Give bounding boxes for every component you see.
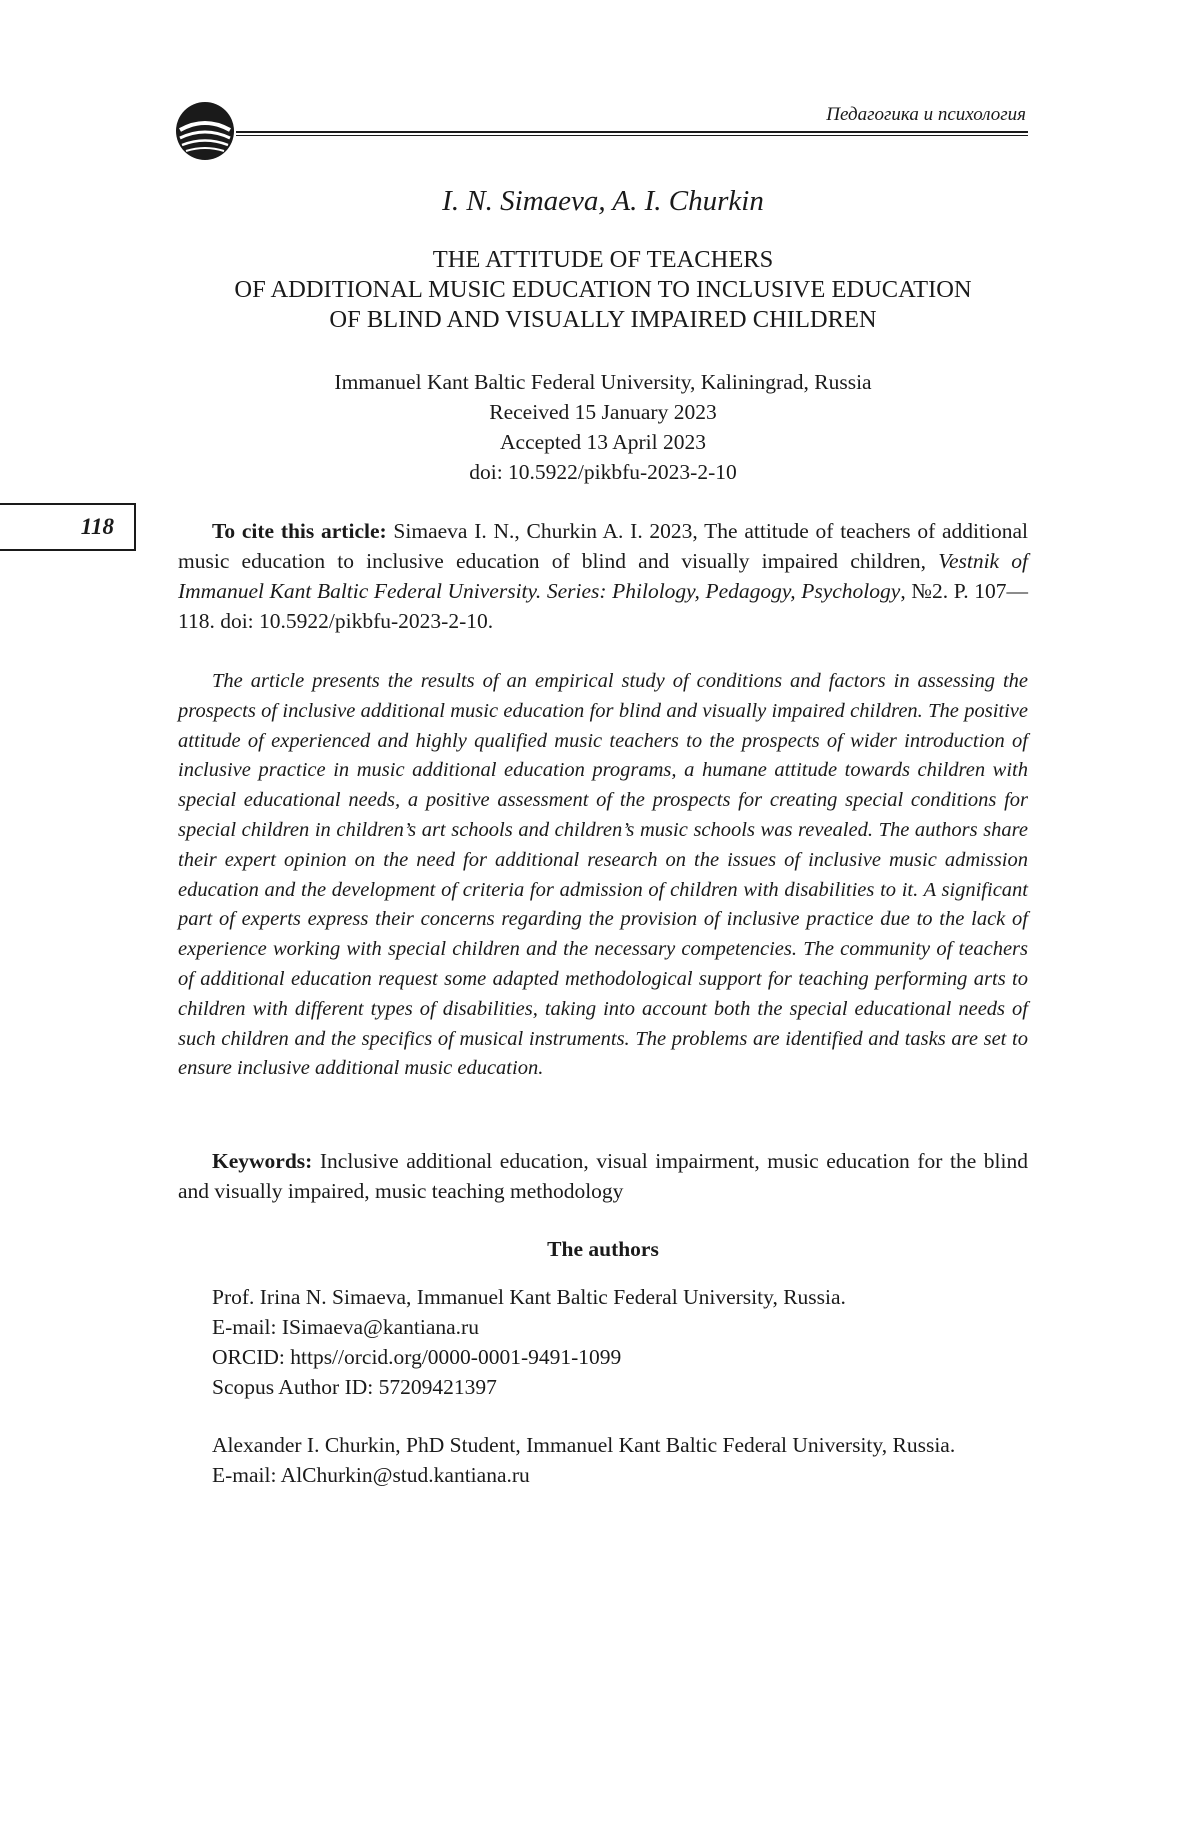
citation-journal: Vestnik of Immanuel Kant Baltic Federal University. Series: Philology, Pedagogy, Psychology <box>178 549 1028 603</box>
doi: doi: 10.5922/pikbfu-2023-2-10 <box>469 460 737 484</box>
received-date: Received 15 January 2023 <box>489 400 717 424</box>
title-line: OF ADDITIONAL MUSIC EDUCATION TO INCLUSIVE EDUCATION <box>234 276 972 303</box>
author-name: Prof. Irina N. Simaeva, Immanuel Kant Baltic Federal University, Russia. <box>212 1285 846 1309</box>
article-authors: I. N. Simaeva, A. I. Churkin <box>442 185 764 217</box>
author-scopus: Scopus Author ID: 57209421397 <box>212 1375 497 1399</box>
keywords-label: Keywords: <box>212 1149 313 1173</box>
citation <box>178 516 1028 636</box>
abstract <box>178 667 1028 1084</box>
authors-heading: The authors <box>547 1237 659 1261</box>
keywords-text: Inclusive additional education, visual impairment, music education for the blind and visually impaired, music teaching methodology <box>178 1149 1028 1203</box>
accepted-date: Accepted 13 April 2023 <box>500 430 706 454</box>
journal-logo-icon <box>174 100 236 162</box>
author-orcid: ORCID: https//orcid.org/0000-0001-9491-1099 <box>212 1345 622 1369</box>
abstract-text: The article presents the results of an empirical study of conditions and factors in assessing the prospects of inclusive additional music education for blind and visually impaired children. The positive attitude of experienced and highly qualified music teachers to the prospects of wider introduction of inclusive practice in music additional education programs, a humane attitude towards children with special educational needs, a positive assessment of the prospects for creating special conditions for special children in children’s art schools and children’s music schools was revealed. The authors share their expert opinion on the need for additional research on the issues of inclusive music admission education and the development of criteria for admission of children with disabilities to it. A significant part of experts express their concerns regarding the provision of inclusive practice due to the lack of experience working with special children and the necessary competencies. The community of teachers of additional education request some adapted methodological support for teaching performing arts to children with different types of disabilities, taking into account both the special educational needs of such children and the specifics of musical instruments. The problems are identified and tasks are set to ensure inclusive additional music education. <box>178 670 1028 1080</box>
page-number: 118 <box>0 503 136 551</box>
citation-text: Simaeva I. N., Churkin A. I. 2023, The attitude of teachers of additional music education to inclusive education of blind and visually impaired children, <box>178 519 1028 573</box>
running-section-title: Педагогика и психология <box>826 104 1026 125</box>
citation-label: To cite this article: <box>212 519 387 543</box>
affiliation: Immanuel Kant Baltic Federal University, Kaliningrad, Russia <box>334 370 872 394</box>
title-line: OF BLIND AND VISUALLY IMPAIRED CHILDREN <box>329 306 877 333</box>
header-rule <box>236 131 1028 137</box>
author-info <box>178 1430 1028 1490</box>
author-name: Alexander I. Churkin, PhD Student, Immanuel Kant Baltic Federal University, Russia. <box>212 1433 956 1457</box>
author-info <box>178 1282 1028 1402</box>
author-email: E-mail: ISimaeva@kantiana.ru <box>212 1315 479 1339</box>
author-email: E-mail: AlChurkin@stud.kantiana.ru <box>212 1463 530 1487</box>
keywords <box>178 1146 1028 1206</box>
article-meta <box>178 367 1028 487</box>
citation-end: , №2. P. 107—118. doi: 10.5922/pikbfu-2023-2-10. <box>178 579 1028 633</box>
title-line: THE ATTITUDE OF TEACHERS <box>432 246 774 273</box>
article-title <box>178 245 1028 335</box>
